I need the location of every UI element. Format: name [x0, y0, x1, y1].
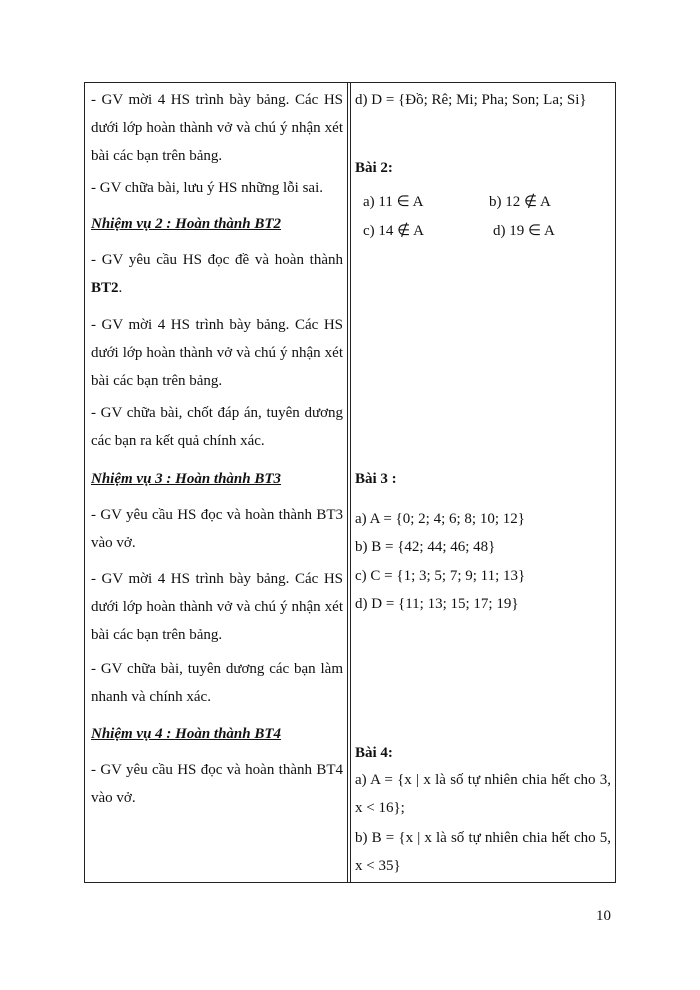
- bai2-row-1: [355, 188, 611, 216]
- bai2-c: c) 14 ∉ A: [363, 223, 424, 239]
- bai2-a: a) 11 ∈ A: [363, 194, 424, 210]
- task-4-request: - GV yêu cầu HS đọc và hoàn thành BT4 vào vở.: [91, 762, 343, 806]
- bai2-row-2: [355, 217, 611, 245]
- task-2-request-text: - GV yêu cầu HS đọc đề và hoàn thành: [91, 252, 343, 268]
- task-4-heading: Nhiệm vụ 4 : Hoàn thành BT4: [91, 726, 282, 742]
- task-3-fix: - GV chữa bài, tuyên dương các bạn làm nhanh và chính xác.: [91, 661, 343, 705]
- task-2-request-bt: BT2: [91, 280, 119, 296]
- page-number: 10: [596, 908, 611, 924]
- bai3-b: b) B = {42; 44; 46; 48}: [355, 539, 496, 555]
- present-instruction-1: - GV mời 4 HS trình bày bảng. Các HS dưới lớp hoàn thành vở và chú ý nhận xét bài các bạn trên bảng.: [91, 92, 343, 164]
- bai3-c: c) C = {1; 3; 5; 7; 9; 11; 13}: [355, 568, 526, 584]
- task-2-request-end: .: [118, 280, 123, 296]
- bai2-title: Bài 2:: [355, 160, 393, 176]
- review-instruction-1: - GV chữa bài, lưu ý HS những lỗi sai.: [91, 180, 324, 196]
- bai4-a: a) A = {x | x là số tự nhiên chia hết cho 3, x < 16};: [355, 772, 611, 816]
- task-3-heading: Nhiệm vụ 3 : Hoàn thành BT3: [91, 471, 282, 487]
- task-3-request: - GV yêu cầu HS đọc và hoàn thành BT3 vào vở.: [91, 507, 343, 551]
- bai2-d: d) 19 ∈ A: [493, 223, 555, 239]
- bai1-d-answer: d) D = {Đồ; Rê; Mi; Pha; Son; La; Si}: [355, 92, 587, 108]
- task-2-fix: - GV chữa bài, chốt đáp án, tuyên dương các bạn ra kết quả chính xác.: [91, 405, 343, 449]
- bai3-a: a) A = {0; 2; 4; 6; 8; 10; 12}: [355, 511, 525, 527]
- lesson-table: [84, 82, 616, 883]
- bai4-title: Bài 4:: [355, 745, 393, 761]
- task-2-heading: Nhiệm vụ 2 : Hoàn thành BT2: [91, 216, 282, 232]
- task-3-present: - GV mời 4 HS trình bày bảng. Các HS dưới lớp hoàn thành vở và chú ý nhận xét bài các bạn trên bảng.: [91, 571, 343, 643]
- bai3-title: Bài 3 :: [355, 471, 397, 487]
- bai3-d: d) D = {11; 13; 15; 17; 19}: [355, 596, 519, 612]
- task-2-request: [91, 246, 343, 302]
- bai4-b: b) B = {x | x là số tự nhiên chia hết cho 5, x < 35}: [355, 830, 611, 874]
- task-2-present: - GV mời 4 HS trình bày bảng. Các HS dưới lớp hoàn thành vở và chú ý nhận xét bài các bạn trên bảng.: [91, 317, 343, 389]
- column-divider: [347, 83, 351, 882]
- bai2-b: b) 12 ∉ A: [489, 194, 551, 210]
